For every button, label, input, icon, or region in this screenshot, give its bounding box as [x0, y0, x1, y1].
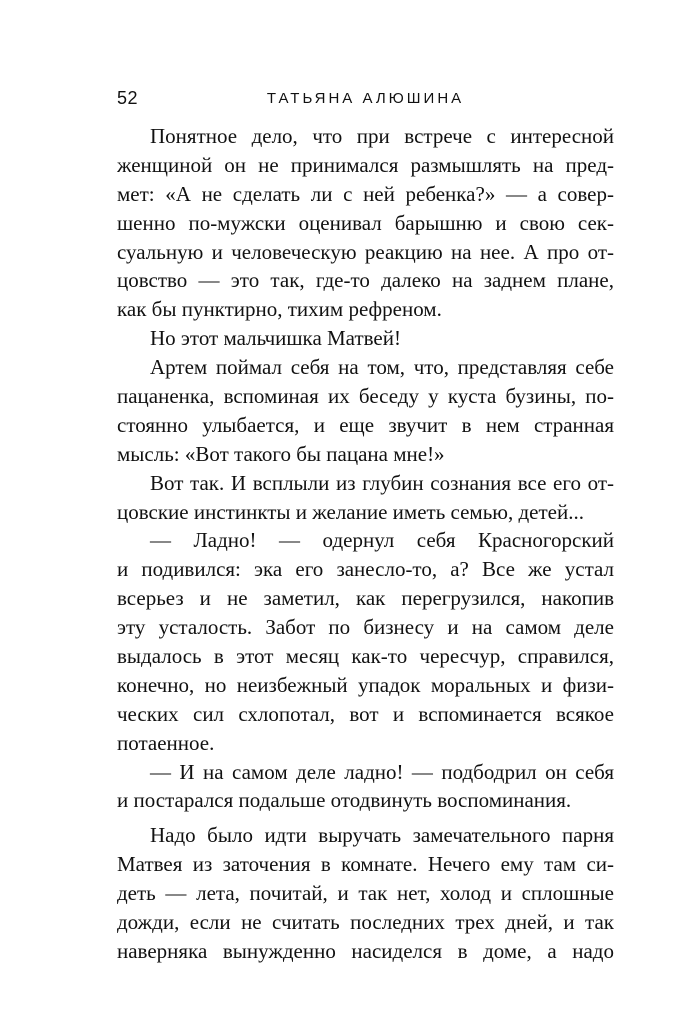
running-head: ТАТЬЯНА АЛЮШИНА [266, 90, 465, 107]
text-line: стоянно улыбается, и еще звучит в нем странная [117, 412, 614, 437]
text-line: шенно по-мужски оценивал барышню и свою сек- [117, 210, 614, 235]
text-line: дожди, если не считать последних трех дней, и так [117, 910, 614, 935]
text-line: Артем поймал себя на том, что, представляя себе [150, 355, 614, 380]
text-line: Надо было идти выручать замечательного парня [150, 823, 614, 848]
text-line: цовство — это так, где-то далеко на заднем плане, [117, 268, 614, 293]
text-line: мет: «А не сделать ли с ней ребенка?» — а совер- [117, 181, 614, 206]
text-line: всерьез и не заметил, как перегрузился, накопив [117, 586, 614, 611]
text-line: женщиной он не принимался размышлять на пред- [117, 152, 614, 177]
text-line: наверняка вынужденно насиделся в доме, а надо [117, 938, 614, 963]
text-line: пацаненка, вспоминая их беседу у куста бузины, по- [117, 384, 614, 409]
text-line: и постарался подальше отодвинуть воспоминания. [117, 788, 572, 813]
text-line: Понятное дело, что при встрече с интересной [150, 124, 614, 148]
text-line: эту усталость. Забот по бизнесу и на самом деле [117, 615, 614, 640]
text-line: и подивился: эка его занесло-то, а? Все же устал [117, 557, 614, 582]
text-line: как бы пунктирно, тихим рефреном. [117, 297, 442, 322]
text-line: потаенное. [117, 730, 215, 755]
text-line: деть — лета, почитай, и так нет, холод и сплошные [117, 881, 614, 906]
page-number: 52 [117, 88, 139, 108]
text-line: — И на самом деле ладно! — подбодрил он себя [150, 759, 614, 784]
text-line: — Ладно! — одернул себя Красногорский [150, 528, 614, 553]
text-line: мысль: «Вот такого бы пацана мне!» [117, 441, 445, 466]
text-line: Но этот мальчишка Матвей! [150, 326, 401, 351]
text-line: Вот так. И всплыли из глубин сознания все его от- [150, 470, 614, 495]
text-line: конечно, но неизбежный упадок моральных и физи- [117, 672, 614, 697]
text-line: выдалось в этот месяц как-то чересчур, справился, [117, 644, 614, 669]
text-line: цовские инстинкты и желание иметь семью, детей... [117, 499, 584, 524]
text-line: суальную и человеческую реакцию на нее. А про от- [117, 239, 614, 264]
text-line: ческих сил схлопотал, вот и вспоминается всякое [117, 701, 614, 726]
page-header [117, 88, 614, 112]
body-text [117, 122, 614, 966]
text-line: Матвея из заточения в комнате. Нечего ему там си- [117, 852, 614, 877]
